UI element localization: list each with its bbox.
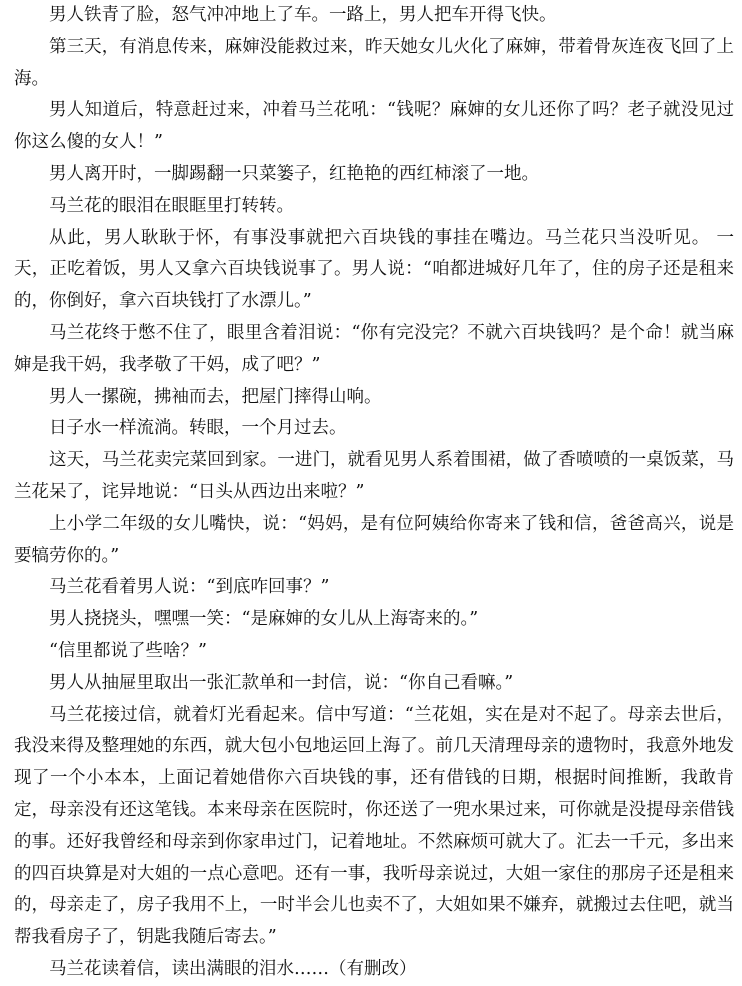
paragraph-12: 马兰花看着男人说：“到底咋回事？” bbox=[49, 577, 330, 598]
paragraph-6: 从此，男人耿耿于怀，有事没事就把六百块钱的事挂在嘴边。马兰花只当没听见。 一天，正吃着饭，男人又拿六百块钱说事了。男人说：“咱都进城好几年了，住的房子还是租来的，你倒好，拿六百块钱打了水漂儿。” bbox=[14, 227, 734, 312]
paragraph-17: 马兰花读着信，读出满眼的泪水……（有删改） bbox=[49, 958, 417, 979]
paragraph-2: 第三天，有消息传来，麻婶没能救过来，昨天她女儿火化了麻婶，带着骨灰连夜飞回了上海。 bbox=[14, 36, 734, 89]
paragraph-3: 男人知道后，特意赶过来，冲着马兰花吼：“钱呢？麻婶的女儿还你了吗？老子就没见过你这么傻的女人！” bbox=[14, 100, 734, 153]
paragraph-11: 上小学二年级的女儿嘴快，说：“妈妈，是有位阿姨给你寄来了钱和信，爸爸高兴，说是要犒劳你的。” bbox=[14, 513, 734, 566]
paragraph-1: 男人铁青了脸，怒气冲冲地上了车。一路上，男人把车开得飞快。 bbox=[49, 5, 557, 25]
paragraph-16: 马兰花接过信，就着灯光看起来。信中写道：“兰花姐，实在是对不起了。母亲去世后，我没来得及整理她的东西，就大包小包地运回上海了。前几天清理母亲的遗物时，我意外地发现了一个小本本，上面记着她借你六百块钱的事，还有借钱的日期，根据时间推断，我敢肯定，母亲没有还这笔钱。本来母亲在医院时，你还送了一兜水果过来，可你就是没提母亲借钱的事。还好我曾经和母亲到你家串过门，记着地址。不然麻烦可就大了。汇去一千元，多出来的四百块算是对大姐的一点心意吧。还有一事，我听母亲说过，大姐一家住的那房子还是租来的，母亲走了，房子我用不上，一时半会儿也卖不了，大姐如果不嫌弃，就搬过去住吧，就当帮我看房子了，钥匙我随后寄去。” bbox=[14, 704, 734, 948]
paragraph-8: 男人一摞碗，拂袖而去，把屋门摔得山响。 bbox=[49, 386, 382, 407]
paragraph-9: 日子水一样流淌。转眼，一个月过去。 bbox=[49, 418, 347, 439]
paragraph-15: 男人从抽屉里取出一张汇款单和一封信，说：“你自己看嘛。” bbox=[49, 672, 514, 693]
paragraph-14: “信里都说了些啥？” bbox=[49, 640, 207, 661]
paragraph-10: 这天，马兰花卖完菜回到家。一进门，就看见男人系着围裙，做了香喷喷的一桌饭菜，马兰花呆了，诧异地说：“日头从西边出来啦？” bbox=[14, 450, 734, 502]
paragraph-4: 男人离开时，一脚踢翻一只菜篓子，红艳艳的西红柿滚了一地。 bbox=[49, 163, 539, 184]
paragraph-13: 男人挠挠头，嘿嘿一笑：“是麻婶的女儿从上海寄来的。” bbox=[49, 609, 479, 630]
document-page bbox=[14, 0, 734, 986]
paragraph-7: 马兰花终于憋不住了，眼里含着泪说：“你有完没完？不就六百块钱吗？是个命！就当麻婶是我干妈，我孝敬了干妈，成了吧？” bbox=[14, 322, 734, 375]
paragraph-5: 马兰花的眼泪在眼眶里打转转。 bbox=[49, 195, 294, 216]
